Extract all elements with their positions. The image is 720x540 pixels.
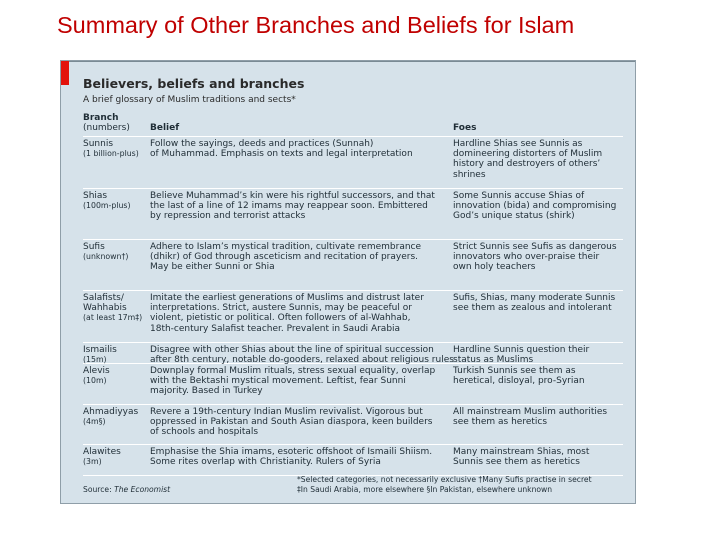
branch-cell [83,139,147,159]
header-belief: Belief [150,123,180,133]
belief-text-line: Follow the sayings, deeds and practices (Sunnah) [150,139,374,149]
foes-text-line: domineering distorters of Muslim [453,149,603,160]
slide-title: Summary of Other Branches and Beliefs for Islam [57,12,575,38]
belief-text-line: May be either Sunni or Shia [150,262,275,273]
branch-cell [83,293,147,324]
belief-text-line: Revere a 19th-century Indian Muslim revivalist. Vigorous but [150,407,423,417]
branch-cell [83,242,147,262]
foes-cell [453,366,631,386]
branch-cell [83,407,147,427]
foes-text-line: God’s unique status (shirk) [453,211,575,222]
row-divider [83,188,623,189]
header-branch [83,113,130,133]
branch-cell [83,345,147,365]
glossary-table-panel [60,60,636,504]
header-foes: Foes [453,123,477,133]
foes-text-line: see them as heretics [453,417,548,428]
foes-cell [453,345,631,365]
belief-text-line: Adhere to Islam’s mystical tradition, cultivate remembrance [150,242,422,252]
branch-numbers: (3m) [83,457,102,467]
foes-cell [453,447,631,467]
belief-cell [150,366,450,397]
branch-numbers: (4m§) [83,417,106,427]
belief-cell [150,293,450,334]
panel-title: Believers, beliefs and branches [83,76,305,91]
branch-cell [83,366,147,386]
belief-text-line: violent, pietistic or political. Often followers of al-Wahhab, [150,313,411,324]
belief-text-line: Some rites overlap with Christianity. Rulers of Syria [150,457,381,468]
belief-cell [150,242,450,273]
branch-numbers: (unknown†) [83,252,129,262]
foes-text-line: Hardline Sunnis question their [453,345,590,355]
foes-cell [453,242,631,273]
foes-text-line: shrines [453,169,486,180]
belief-text-line: 18th-century Salafist teacher. Prevalent in Saudi Arabia [150,323,401,334]
foes-text-line: heretical, disloyal, pro-Syrian [453,376,585,387]
belief-text-line: Believe Muhammad’s kin were his rightful successors, and that [150,191,435,201]
branch-name: Wahhabis [83,303,127,314]
branch-cell [83,447,147,467]
belief-text-line: (dhikr) of God through asceticism and recitation of prayers. [150,252,419,263]
branch-name: Sunnis [83,139,114,149]
belief-cell [150,345,454,366]
branch-name: Shias [83,191,108,201]
belief-text-line: the last of a line of 12 imams may reappear soon. Embittered [150,201,428,212]
foes-text-line: Turkish Sunnis see them as [453,366,576,376]
foes-text-line: see them as zealous and intolerant [453,303,612,314]
foes-cell [453,191,631,222]
foes-text-line: Some Sunnis accuse Shias of [453,191,585,201]
branch-numbers: (100m-plus) [83,201,131,211]
foes-text-line: Hardline Shias see Sunnis as [453,139,583,149]
footnotes [297,475,592,495]
branch-name: Ismailis [83,345,117,355]
branch-numbers: (15m) [83,355,107,365]
panel-subtitle: A brief glossary of Muslim traditions and sects* [83,95,296,105]
row-divider [83,342,623,343]
branch-name: Salafists/ [83,293,124,303]
economist-red-tag [61,61,69,85]
header-branch-sub: (numbers) [83,123,130,133]
belief-text-line: after 8th century, notable do-gooders, relaxed about religious rules [150,355,454,366]
belief-text-line: of schools and hospitals [150,427,259,438]
branch-numbers: (10m) [83,376,107,386]
belief-text-line: majority. Based in Turkey [150,386,263,397]
row-divider [83,444,623,445]
foes-text-line: Strict Sunnis see Sufis as dangerous [453,242,617,252]
belief-text-line: Imitate the earliest generations of Muslims and distrust later [150,293,424,303]
foes-cell [453,139,631,180]
foes-text-line: history and destroyers of others’ [453,159,601,170]
belief-cell [150,407,450,438]
branch-name: Alawites [83,447,121,457]
foes-text-line: status as Muslims [453,355,534,366]
footnote-line: *Selected categories, not necessarily exclusive †Many Sufis practise in secret [297,475,592,484]
belief-cell [150,139,450,159]
belief-text-line: Disagree with other Shias about the line of spiritual succession [150,345,434,355]
source-prefix: Source: [83,485,115,494]
foes-cell [453,407,631,427]
foes-text-line: Many mainstream Shias, most [453,447,590,457]
branch-numbers: (1 billion-plus) [83,149,139,159]
belief-text-line: Downplay formal Muslim rituals, stress sexual equality, overlap [150,366,436,376]
header-branch-label: Branch [83,113,119,123]
belief-cell [150,447,450,467]
branch-name: Alevis [83,366,110,376]
belief-text-line: by repression and terrorist attacks [150,211,306,222]
branch-name: Ahmadiyyas [83,407,139,417]
belief-text-line: with the Bektashi mystical movement. Leftist, fear Sunni [150,376,406,387]
belief-text-line: Emphasise the Shia imams, esoteric offshoot of Ismaili Shiism. [150,447,433,457]
foes-text-line: innovators who over-praise their [453,252,600,263]
belief-text-line: oppressed in Pakistan and South Asian diaspora, keen builders [150,417,433,428]
foes-text-line: Sunnis see them as heretics [453,457,580,468]
branch-name: Sufis [83,242,105,252]
row-divider [83,239,623,240]
foes-text-line: own holy teachers [453,262,536,273]
source-name: The Economist [114,485,171,494]
row-divider [83,290,623,291]
belief-cell [150,191,450,222]
branch-cell [83,191,147,211]
foes-text-line: innovation (bida) and compromising [453,201,617,212]
panel-top-rule [61,61,635,62]
row-divider [83,136,623,137]
belief-text-line: interpretations. Strict, austere Sunnis, may be peaceful or [150,303,412,314]
foes-text-line: Sufis, Shias, many moderate Sunnis [453,293,616,303]
branch-numbers: (at least 17m‡) [83,313,143,323]
foes-text-line: All mainstream Muslim authorities [453,407,608,417]
source-credit [83,485,170,494]
row-divider [83,404,623,405]
foes-cell [453,293,631,313]
footnote-line: ‡In Saudi Arabia, more elsewhere §In Pakistan, elsewhere unknown [297,485,553,494]
belief-text-line: of Muhammad. Emphasis on texts and legal interpretation [150,149,413,160]
